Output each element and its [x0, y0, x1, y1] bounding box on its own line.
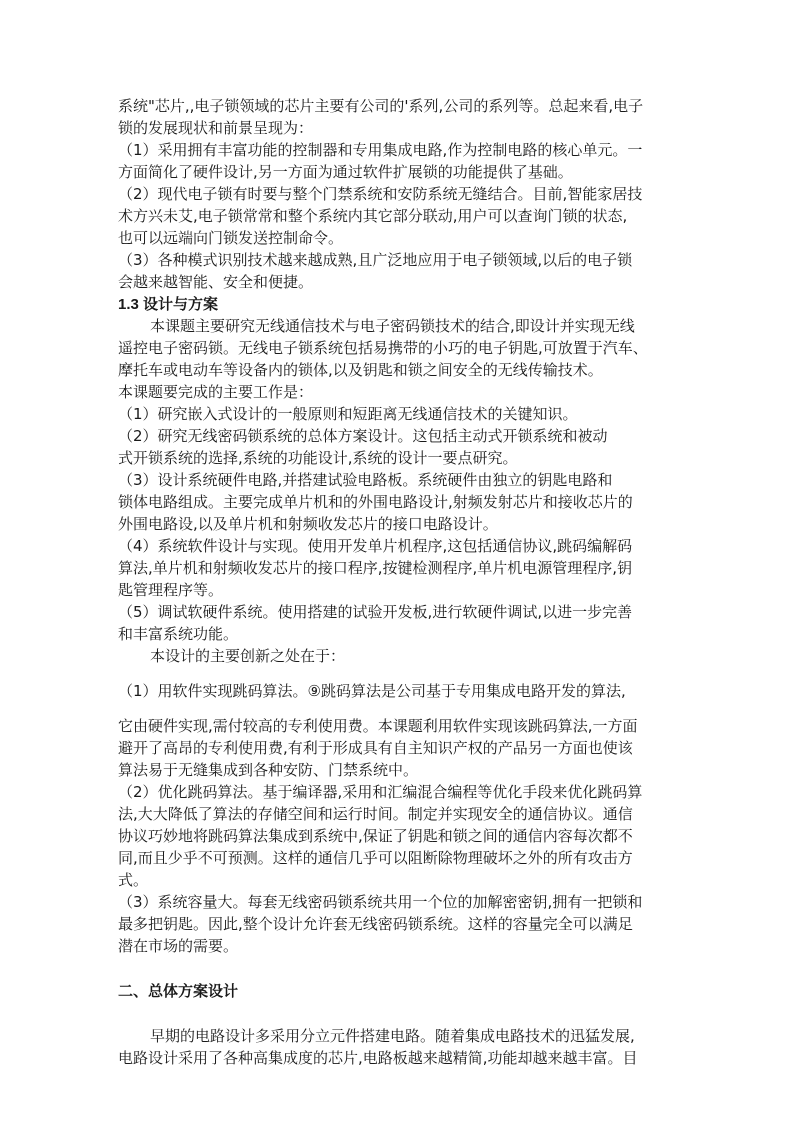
text-line: （1）采用拥有丰富功能的控制器和专用集成电路,作为控制电路的核心单元。一 — [118, 141, 643, 159]
text-line: 系统"芯片,,电子锁领域的芯片主要有公司的'系列,公司的系列等。总起来看,电子 — [118, 97, 644, 115]
text-line: 锁体电路组成。主要完成单片机和的外围电路设计,射频发射芯片和接收芯片的 — [118, 493, 633, 511]
text-line: 法,大大降低了算法的存储空间和运行时间。制定并实现安全的通信协议。通信 — [118, 805, 633, 823]
text-line: 会越来越智能、安全和便捷。 — [118, 273, 314, 291]
text-line: 方面简化了硬件设计,另一方面为通过软件扩展锁的功能提供了基础。 — [118, 163, 573, 181]
text-line: 外围电路设,以及单片机和射频收发芯片的接口电路设计。 — [118, 515, 498, 533]
text-line: 电路设计采用了各种高集成度的芯片,电路板越来越精简,功能却越来越丰富。目 — [118, 1049, 638, 1067]
text-line: 算法易于无缝集成到各种安防、门禁系统中。 — [118, 761, 419, 779]
text-line: 最多把钥匙。因此,整个设计允许套无线密码锁系统。这样的容量完全可以满足 — [118, 915, 633, 933]
text-line: 算法,单片机和射频收发芯片的接口程序,按键检测程序,单片机电源管理程序,钥 — [118, 559, 633, 577]
text-line: 潜在市场的需要。 — [118, 937, 239, 955]
text-line: 匙管理程序等。 — [118, 581, 224, 599]
text-line: 摩托车或电动车等设备内的锁体,以及钥匙和锁之间安全的无线传输技术。 — [118, 361, 603, 379]
text-line: （3）各种模式识别技术越来越成熟,且广泛地应用于电子锁领域,以后的电子锁 — [118, 251, 633, 269]
text-line: 术方兴未艾,电子锁常常和整个系统内其它部分联动,用户可以查询门锁的状态, — [118, 207, 628, 225]
text-line: 本课题要完成的主要工作是： — [118, 383, 314, 401]
text-line: 协议巧妙地将跳码算法集成到系统中,保证了钥匙和锁之间的通信内容每次都不 — [118, 827, 633, 845]
text-line: 和丰富系统功能。 — [118, 625, 239, 643]
text-line: 避开了高昂的专利使用费,有利于形成具有自主知识产权的产品另一方面也使该 — [118, 739, 633, 757]
text-line: （2）现代电子锁有时要与整个门禁系统和安防系统无缝结合。目前,智能家居技 — [118, 185, 643, 203]
text-line: （1）研究嵌入式设计的一般原则和短距离无线通信技术的关键知识。 — [118, 405, 578, 423]
text-line: 也可以远端向门锁发送控制命令。 — [118, 229, 344, 247]
text-line: 本课题主要研究无线通信技术与电子密码锁技术的结合,即设计并实现无线 — [150, 317, 635, 335]
chapter-heading: 二、总体方案设计 — [118, 982, 239, 1000]
text-line: （5）调试软硬件系统。使用搭建的试验开发板,进行软硬件调试,以进一步完善 — [118, 603, 633, 621]
text-line: 式。 — [118, 871, 149, 889]
text-line: （3）系统容量大。每套无线密码锁系统共用一个位的加解密密钥,拥有一把锁和 — [118, 893, 643, 911]
text-line: 早期的电路设计多采用分立元件搭建电路。随着集成电路技术的迅猛发展, — [150, 1027, 635, 1045]
text-line: （2）研究无线密码锁系统的总体方案设计。这包括主动式开锁系统和被动 — [118, 427, 608, 445]
text-line: （4）系统软件设计与实现。使用开发单片机程序,这包括通信协议,跳码编解码 — [118, 537, 633, 555]
text-line: 锁的发展现状和前景呈现为： — [118, 119, 314, 137]
text-line: 遥控电子密码锁。无线电子锁系统包括易携带的小巧的电子钥匙,可放置于汽车、 — [118, 339, 648, 357]
text-line: （1）用软件实现跳码算法。⑨跳码算法是公司基于专用集成电路开发的算法, — [118, 682, 626, 700]
text-line: 式开锁系统的选择,系统的功能设计,系统的设计一要点研究。 — [118, 449, 518, 467]
text-line: （3）设计系统硬件电路,并搭建试验电路板。系统硬件由独立的钥匙电路和 — [118, 471, 613, 489]
section-heading: 1.3 设计与方案 — [118, 296, 219, 313]
text-line: 同,而且少乎不可预测。这样的通信几乎可以阻断除物理破坏之外的所有攻击方 — [118, 849, 633, 867]
text-line: 它由硬件实现,需付较高的专利使用费。本课题利用软件实现该跳码算法,一方面 — [118, 717, 638, 735]
text-line: 本设计的主要创新之处在于： — [150, 647, 346, 665]
text-line: （2）优化跳码算法。基于编译器,采用和汇编混合编程等优化手段来优化跳码算 — [118, 783, 643, 801]
